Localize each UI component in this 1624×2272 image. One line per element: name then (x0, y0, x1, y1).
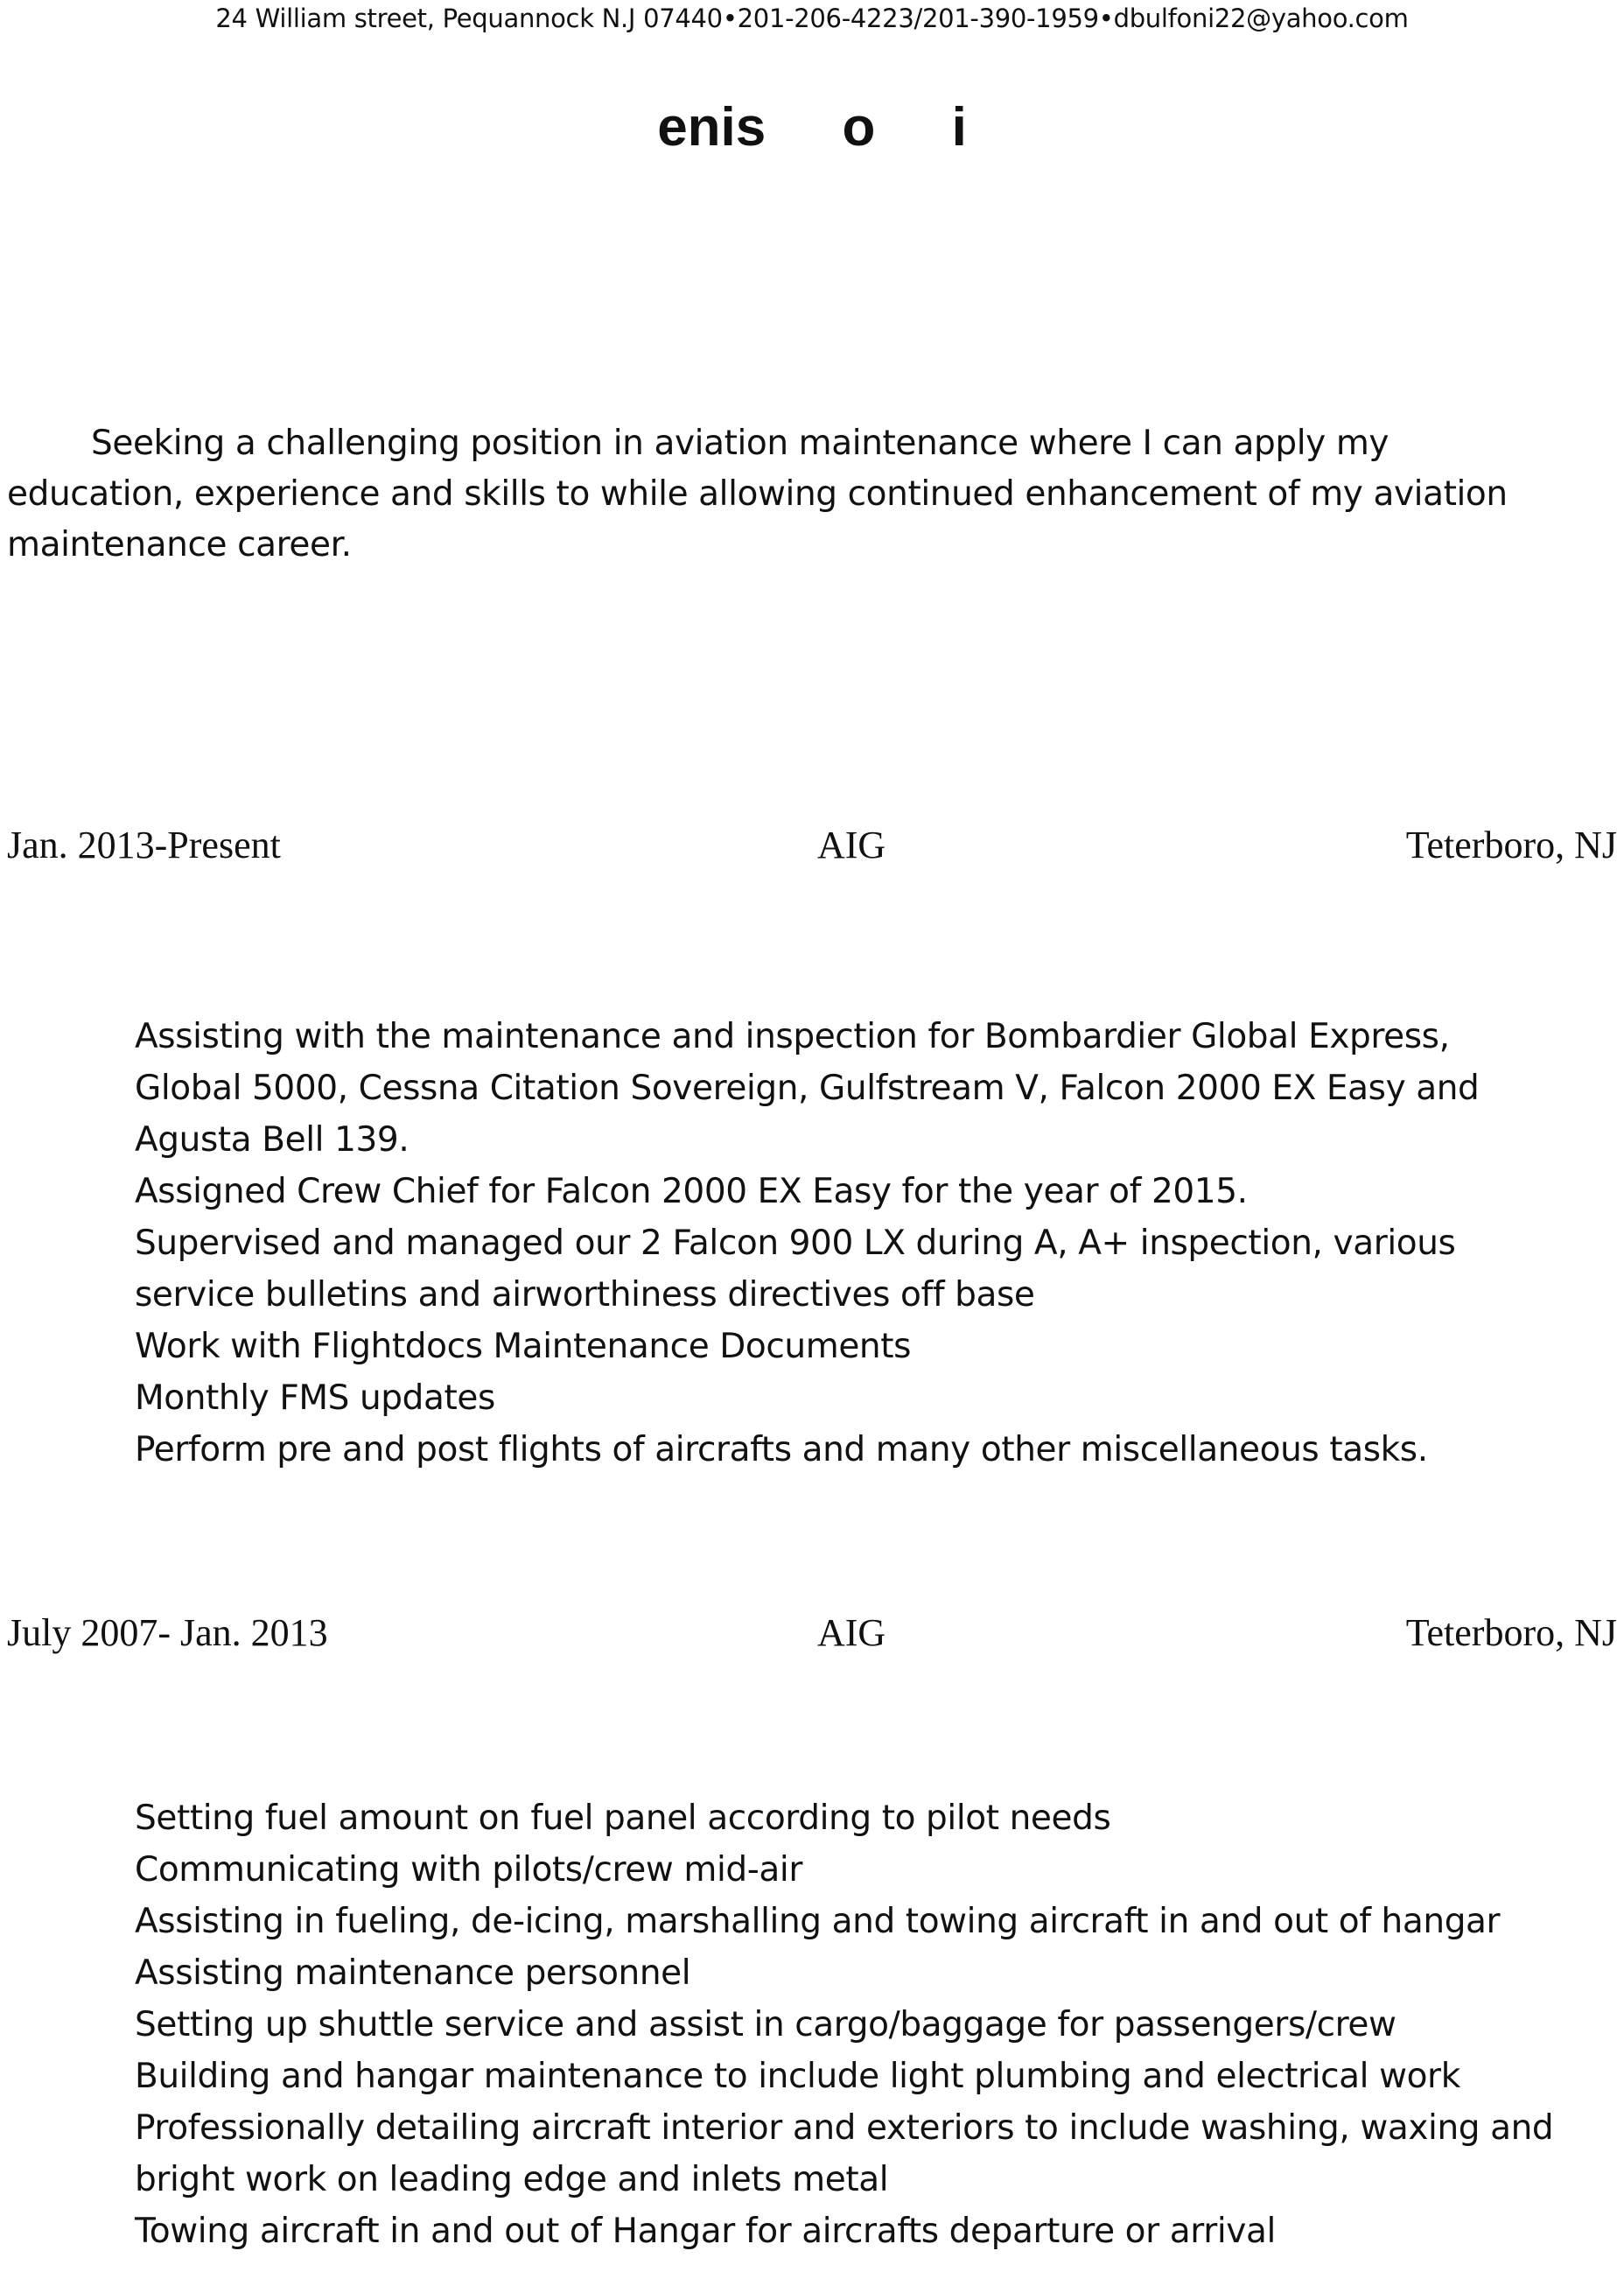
objective-line: Seeking a challenging position in aviation maintenance where I can apply my (91, 424, 1390, 463)
job-location: Teterboro, NJ (1405, 1611, 1617, 1654)
duty-line: Assisting maintenance personnel (135, 1953, 691, 1993)
duty-line: Assisting with the maintenance and inspection for Bombardier Global Express, (135, 1017, 1450, 1056)
objective-section (7, 418, 1617, 571)
duty-line: Global 5000, Cessna Citation Sovereign, Gulfstream V, Falcon 2000 EX Easy and (135, 1069, 1480, 1108)
duty-line: Professionally detailing aircraft interior and exteriors to include washing, waxing and (135, 2108, 1554, 2148)
job-dates: Jan. 2013-Present (7, 824, 281, 866)
job-header (7, 1610, 1617, 1663)
duty-line: bright work on leading edge and inlets metal (135, 2160, 889, 2199)
job-duties-list (135, 1011, 1605, 1476)
job-location: Teterboro, NJ (1405, 824, 1617, 866)
duty-line: Setting up shuttle service and assist in cargo/baggage for passengers/crew (135, 2005, 1396, 2044)
duty-line: Agusta Bell 139. (135, 1120, 410, 1160)
duty-line: Setting fuel amount on fuel panel according to pilot needs (135, 1799, 1111, 1838)
duty-line: Supervised and managed our 2 Falcon 900 LX during A, A+ inspection, various (135, 1224, 1456, 1263)
job-company: AIG (817, 824, 886, 866)
duty-line: Assisting in fueling, de-icing, marshalling and towing aircraft in and out of hangar (135, 1902, 1501, 1941)
duty-line: Communicating with pilots/crew mid-air (135, 1850, 802, 1890)
job-company: AIG (817, 1611, 886, 1654)
contact-line: 24 William street, Pequannock N.J 07440•201-206-4223/201-390-1959•dbulfoni22@yahoo.com (215, 4, 1409, 33)
duty-line: Building and hangar maintenance to include light plumbing and electrical work (135, 2057, 1460, 2096)
job-dates: July 2007- Jan. 2013 (7, 1611, 328, 1654)
objective-line: education, experience and skills to while allowing continued enhancement of my aviation (7, 474, 1508, 514)
objective-line: maintenance career. (7, 525, 352, 564)
job-duties-list (135, 1792, 1605, 2257)
duty-line: Perform pre and post flights of aircrafts and many other miscellaneous tasks. (135, 1430, 1428, 1469)
duty-line: Work with Flightdocs Maintenance Documents (135, 1327, 912, 1366)
duty-line: service bulletins and airworthiness directives off base (135, 1275, 1035, 1315)
job-header (7, 823, 1617, 875)
duty-line: Towing aircraft in and out of Hangar for aircrafts departure or arrival (135, 2212, 1276, 2251)
duty-line: Assigned Crew Chief for Falcon 2000 EX Easy for the year of 2015. (135, 1172, 1248, 1211)
candidate-name: enis o i (657, 97, 967, 158)
duty-line: Monthly FMS updates (135, 1378, 495, 1418)
